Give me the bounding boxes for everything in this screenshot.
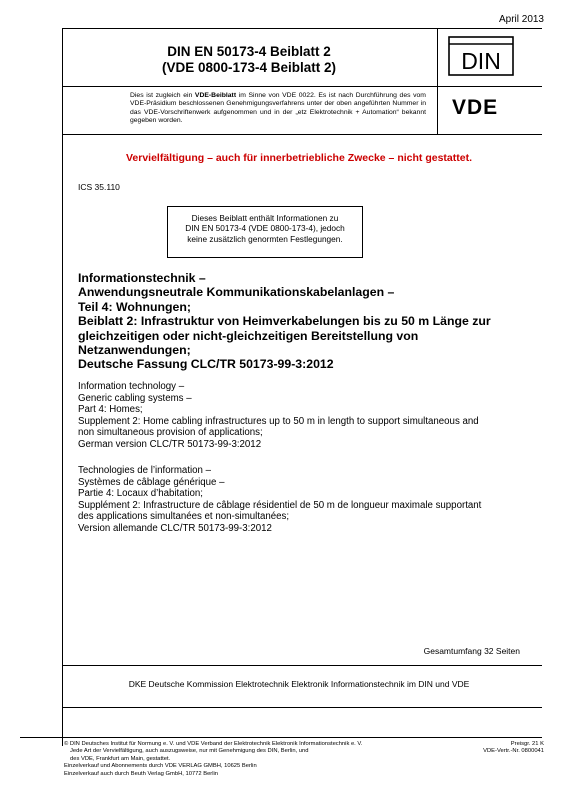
dke-bottom-line [62, 707, 542, 708]
left-margin-line [62, 28, 63, 746]
footer-copyright: © DIN Deutsches Institut für Normung e. V. und VDE Verband der Elektrotechnik Elektronik Informationstechnik e. V. Jede Art der Vervielfältigung, auch auszugsweise, nur mit Genehmigung des DIN, Berlin, und des VDE, Frankfurt am Main, gestattet. Einzelverkauf und Abonnements durch VDE VERLAG GMBH, 10625 Berlin Einzelverkauf auch durch Beuth Verlag GmbH, 10772 Berlin [64, 741, 363, 777]
title-german: Informationstechnik – Anwendungsneutrale Kommunikationskabelanlagen – Teil 4: Wohnungen; Beiblatt 2: Infrastruktur von Heimverkabelungen bis zu 50 m Länge zur gleichzeitigen oder nicht-gleichzeitigen Bereitstellung von Netzanwendungen; Deutsche Fassung CLC/TR 50173-99-3:2012 [78, 271, 491, 372]
footer-price-info [483, 741, 544, 756]
din-logo-text: DIN [461, 48, 501, 74]
document-number [66, 44, 432, 76]
copy-restriction-notice: Vervielfältigung – auch für innerbetriebliche Zwecke – nicht gestattet. [125, 152, 472, 164]
header-bottom-line [62, 134, 542, 135]
dke-committee: DKE Deutsche Kommission Elektrotechnik Elektronik Informationstechnik im DIN und VDE [128, 679, 470, 689]
footer-top-line [20, 737, 542, 738]
header-divider-line [437, 28, 438, 134]
header-top-line [62, 28, 542, 29]
vde-logo: VDE [452, 96, 499, 119]
document-number-vde: (VDE 0800-173-4 Beiblatt 2) [161, 60, 337, 75]
title-english: Information technology – Generic cabling systems – Part 4: Homes; Supplement 2: Home cabling infrastructures up to 50 m in length to support simultaneous and non simultaneous provision of applications; German version CLC/TR 50173-99-3:2012 [78, 381, 479, 450]
header-mid-line [62, 86, 542, 87]
ics-code: ICS 35.110 [78, 182, 120, 192]
din-logo [448, 36, 514, 76]
vde-distribution-number: VDE-Vertr.-Nr. 0800041 [483, 748, 544, 755]
dke-top-line [62, 665, 542, 666]
price-group: Preisgr. 21 K [510, 741, 544, 747]
info-box: Dieses Beiblatt enthält Informationen zu DIN EN 50173-4 (VDE 0800-173-4), jedoch keine zusätzlich genormten Festlegungen. [167, 206, 363, 258]
vde-note: Dies ist zugleich ein VDE-Beiblatt im Sinne von VDE 0022. Es ist nach Durchführung des vom VDE-Präsidium beschlossenen Genehmigungsverfahrens unter der oben angeführten Nummer in das VDE-Vorschriftenwerk aufgenommen und in der „etz Elektrotechnik + Automation“ bekannt gegeben worden. [130, 92, 426, 125]
publication-date: April 2013 [498, 14, 544, 25]
vde-beiblatt-term: VDE-Beiblatt [194, 92, 237, 99]
total-pages: Gesamtumfang 32 Seiten [423, 646, 520, 656]
document-number-din: DIN EN 50173-4 Beiblatt 2 [167, 44, 331, 59]
title-french: Technologies de l’information – Systèmes de câblage générique – Partie 4: Locaux d’habitation; Supplément 2: Infrastructure de câblage résidentiel de 50 m de longueur maximale supportant des applications simultanées et non-simultanées; Version allemande CLC/TR 50173-99-3:2012 [78, 465, 482, 534]
